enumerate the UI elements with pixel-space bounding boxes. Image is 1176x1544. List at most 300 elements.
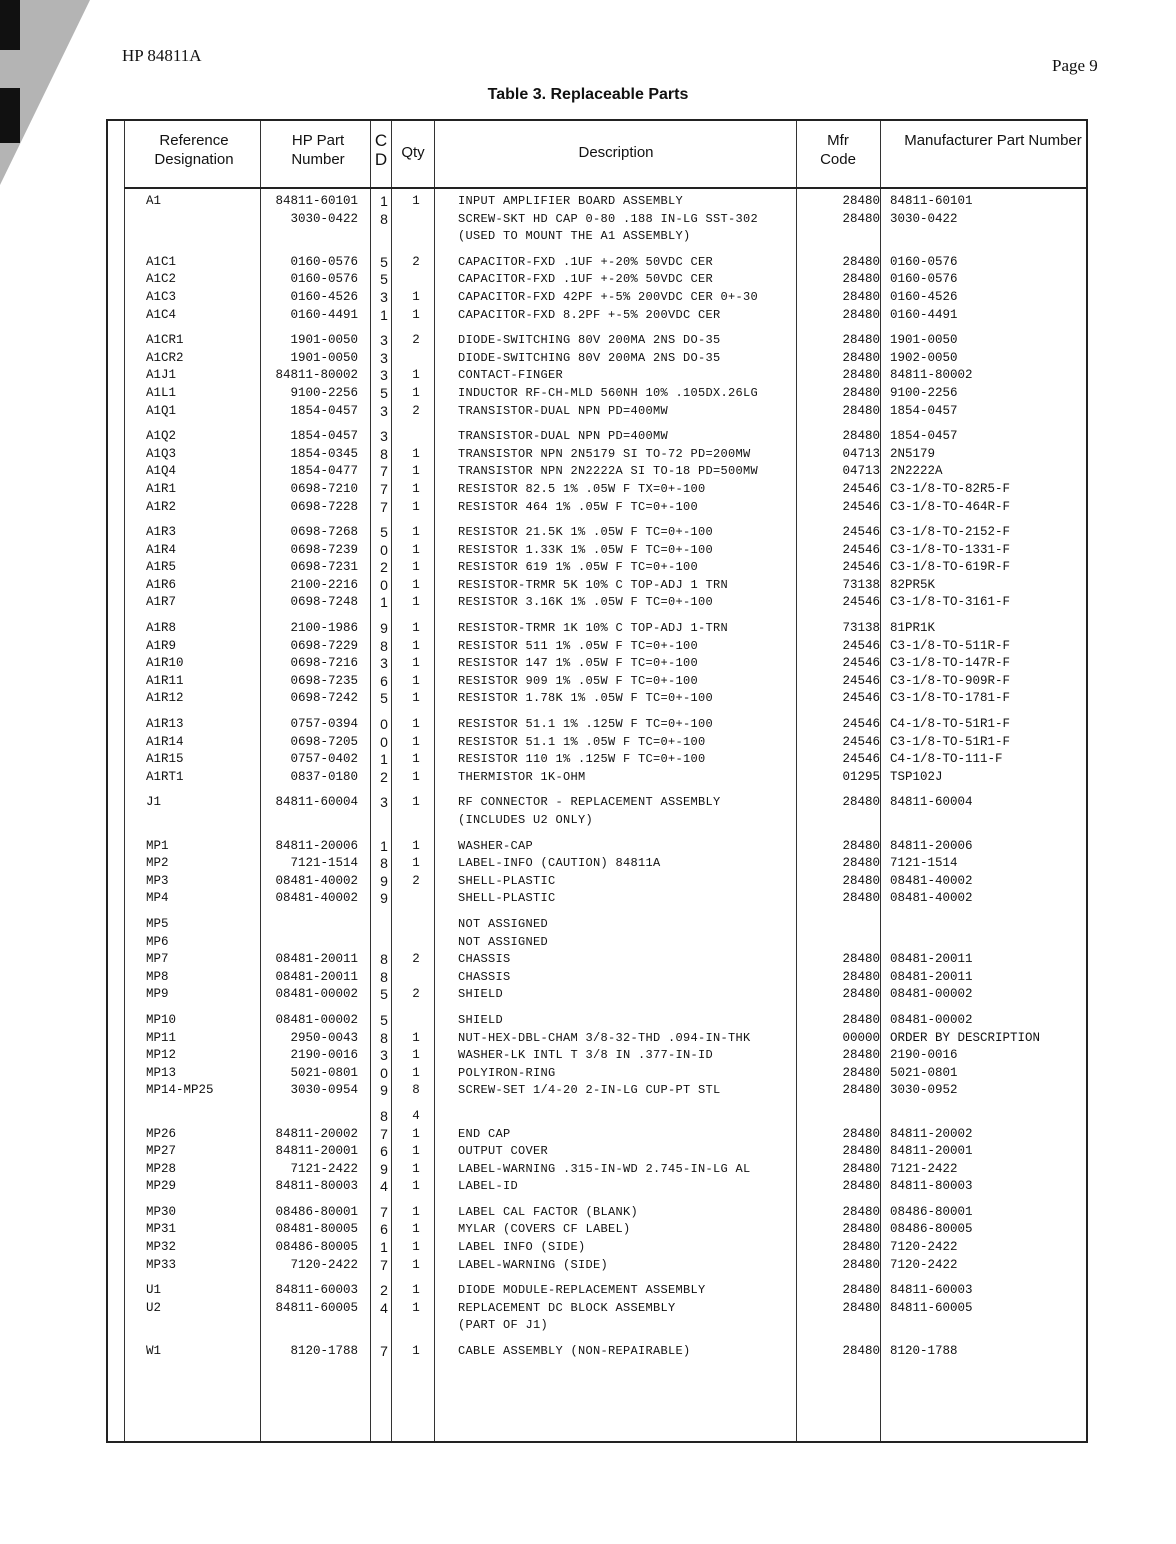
cell-reference: A1Q2 xyxy=(146,429,177,444)
table-row xyxy=(108,577,1086,595)
cell-description: WASHER-LK INTL T 3/8 IN .377-IN-ID xyxy=(458,1048,714,1063)
table-row xyxy=(108,769,1086,787)
table-row xyxy=(108,620,1086,638)
cell-manufacturer-part-number: 84811-20001 xyxy=(890,1144,973,1159)
cell-manufacturer-part-number: C3-1/8-TO-511R-F xyxy=(890,638,1011,653)
cell-description: REPLACEMENT DC BLOCK ASSEMBLY xyxy=(458,1300,676,1315)
table-row xyxy=(108,463,1086,481)
cell-manufacturer-part-number: 7121-1514 xyxy=(890,856,958,871)
cell-mfr-code: 24546 xyxy=(842,638,880,653)
cell-mfr-code: 04713 xyxy=(842,464,880,479)
cell-description: RESISTOR 51.1 1% .05W F TC=0+-100 xyxy=(458,734,706,749)
cell-check-digit: 8 xyxy=(380,445,388,462)
cell-mfr-code: 28480 xyxy=(842,333,880,348)
cell-description: DIODE MODULE-REPLACEMENT ASSEMBLY xyxy=(458,1283,706,1298)
cell-hp-part-number: 0757-0402 xyxy=(290,752,358,767)
cell-mfr-code: 24546 xyxy=(842,691,880,706)
cell-reference: A1J1 xyxy=(146,368,177,383)
header-description: Description xyxy=(578,144,654,161)
cell-hp-part-number: 1901-0050 xyxy=(290,333,358,348)
table-title: Table 3. Replaceable Parts xyxy=(487,86,689,103)
row-group xyxy=(108,1012,1086,1100)
cell-qty: 1 xyxy=(412,1204,420,1219)
cell-qty: 1 xyxy=(412,838,420,853)
cell-reference: A1RT1 xyxy=(146,769,184,784)
table-row xyxy=(108,873,1086,891)
cell-mfr-code: 28480 xyxy=(842,1012,880,1027)
cell-description: CAPACITOR-FXD 42PF +-5% 200VDC CER 0+-30 xyxy=(458,289,759,304)
cell-description: CHASSIS xyxy=(458,952,511,967)
table-row xyxy=(108,481,1086,499)
cell-reference: MP11 xyxy=(146,1030,177,1045)
table-row xyxy=(108,254,1086,272)
cell-hp-part-number: 1854-0457 xyxy=(290,403,358,418)
cell-mfr-code: 28480 xyxy=(842,987,880,1002)
cell-qty: 1 xyxy=(412,385,420,400)
cell-mfr-code: 28480 xyxy=(842,856,880,871)
cell-description: RESISTOR-TRMR 5K 10% C TOP-ADJ 1 TRN xyxy=(458,577,729,592)
cell-description: RF CONNECTOR - REPLACEMENT ASSEMBLY xyxy=(458,795,721,810)
cell-hp-part-number: 1854-0345 xyxy=(290,446,358,461)
table-row xyxy=(108,228,1086,246)
cell-hp-part-number: 08481-20011 xyxy=(275,952,358,967)
cell-check-digit: 6 xyxy=(380,1143,388,1160)
table-row xyxy=(108,332,1086,350)
cell-description: MYLAR (COVERS CF LABEL) xyxy=(458,1222,631,1237)
cell-manufacturer-part-number: 7121-2422 xyxy=(890,1161,958,1176)
cell-mfr-code: 28480 xyxy=(842,873,880,888)
table-row xyxy=(108,289,1086,307)
cell-mfr-code: 00000 xyxy=(842,1030,880,1045)
cell-qty: 1 xyxy=(412,595,420,610)
cell-qty: 1 xyxy=(412,464,420,479)
cell-qty: 1 xyxy=(412,1161,420,1176)
cell-mfr-code: 28480 xyxy=(842,952,880,967)
cell-description: POLYIRON-RING xyxy=(458,1065,556,1080)
cell-manufacturer-part-number: C3-1/8-TO-82R5-F xyxy=(890,481,1011,496)
table-row xyxy=(108,307,1086,325)
cell-mfr-code: 28480 xyxy=(842,1065,880,1080)
cell-check-digit: 0 xyxy=(380,1064,388,1081)
cell-check-digit: 3 xyxy=(380,288,388,305)
cell-description: RESISTOR 619 1% .05W F TC=0+-100 xyxy=(458,560,699,575)
cell-qty: 1 xyxy=(412,691,420,706)
cell-qty: 1 xyxy=(412,525,420,540)
cell-qty: 1 xyxy=(412,1257,420,1272)
cell-mfr-code: 73138 xyxy=(842,577,880,592)
table-row xyxy=(108,1221,1086,1239)
table-row xyxy=(108,751,1086,769)
cell-reference: MP2 xyxy=(146,856,169,871)
cell-qty: 1 xyxy=(412,795,420,810)
cell-check-digit: 3 xyxy=(380,1047,388,1064)
cell-description: SHIELD xyxy=(458,1012,504,1027)
table-row xyxy=(108,1239,1086,1257)
cell-check-digit: 2 xyxy=(380,1282,388,1299)
cell-hp-part-number: 08481-40002 xyxy=(275,891,358,906)
cell-description: SHELL-PLASTIC xyxy=(458,873,556,888)
table-row xyxy=(108,638,1086,656)
cell-mfr-code: 28480 xyxy=(842,891,880,906)
cell-manufacturer-part-number: 84811-20002 xyxy=(890,1126,973,1141)
cell-description: TRANSISTOR-DUAL NPN PD=400MW xyxy=(458,429,669,444)
cell-mfr-code: 28480 xyxy=(842,1126,880,1141)
cell-reference: A1R14 xyxy=(146,734,184,749)
cell-description: RESISTOR 82.5 1% .05W F TX=0+-100 xyxy=(458,481,706,496)
cell-description: RESISTOR 3.16K 1% .05W F TC=0+-100 xyxy=(458,595,714,610)
cell-check-digit: 8 xyxy=(380,968,388,985)
cell-hp-part-number: 0160-0576 xyxy=(290,272,358,287)
cell-manufacturer-part-number: 9100-2256 xyxy=(890,385,958,400)
header-mfr-code: Mfr Code xyxy=(820,132,856,168)
replaceable-parts-table xyxy=(106,119,1088,1443)
cell-check-digit: 1 xyxy=(380,751,388,768)
cell-reference: MP30 xyxy=(146,1204,177,1219)
cell-reference: A1R2 xyxy=(146,499,177,514)
header-qty: Qty xyxy=(401,144,425,161)
cell-manufacturer-part-number: C3-1/8-TO-2152-F xyxy=(890,525,1011,540)
cell-hp-part-number: 84811-60003 xyxy=(275,1283,358,1298)
cell-mfr-code: 28480 xyxy=(842,1204,880,1219)
cell-reference: A1R1 xyxy=(146,481,177,496)
cell-manufacturer-part-number: TSP102J xyxy=(890,769,943,784)
cell-hp-part-number: 84811-60005 xyxy=(275,1300,358,1315)
cell-qty: 1 xyxy=(412,1240,420,1255)
cell-check-digit: 3 xyxy=(380,367,388,384)
table-row xyxy=(108,734,1086,752)
cell-mfr-code: 28480 xyxy=(842,272,880,287)
cell-manufacturer-part-number: 1854-0457 xyxy=(890,403,958,418)
cell-manufacturer-part-number: 84811-60005 xyxy=(890,1300,973,1315)
cell-reference: MP4 xyxy=(146,891,169,906)
document-model-header: HP 84811A xyxy=(122,46,202,65)
cell-check-digit: 2 xyxy=(380,559,388,576)
cell-description: TRANSISTOR NPN 2N5179 SI TO-72 PD=200MW xyxy=(458,446,751,461)
cell-mfr-code: 24546 xyxy=(842,752,880,767)
cell-check-digit: 7 xyxy=(380,498,388,515)
cell-mfr-code: 28480 xyxy=(842,795,880,810)
cell-description: THERMISTOR 1K-OHM xyxy=(458,769,586,784)
cell-reference: MP33 xyxy=(146,1257,177,1272)
cell-qty: 1 xyxy=(412,752,420,767)
table-row xyxy=(108,385,1086,403)
cell-description: DIODE-SWITCHING 80V 200MA 2NS DO-35 xyxy=(458,333,721,348)
cell-mfr-code: 28480 xyxy=(842,1222,880,1237)
cell-reference: A1R10 xyxy=(146,656,184,671)
cell-check-digit: 8 xyxy=(380,1029,388,1046)
cell-mfr-code: 04713 xyxy=(842,446,880,461)
cell-manufacturer-part-number: 2N5179 xyxy=(890,446,936,461)
cell-qty: 1 xyxy=(412,1126,420,1141)
cell-reference: MP14-MP25 xyxy=(146,1083,214,1098)
cell-reference: MP27 xyxy=(146,1144,177,1159)
cell-check-digit: 3 xyxy=(380,794,388,811)
cell-manufacturer-part-number: C3-1/8-TO-1331-F xyxy=(890,542,1011,557)
cell-mfr-code: 28480 xyxy=(842,1144,880,1159)
table-row xyxy=(108,1204,1086,1222)
cell-hp-part-number: 08486-80001 xyxy=(275,1204,358,1219)
table-row xyxy=(108,1257,1086,1275)
cell-description: DIODE-SWITCHING 80V 200MA 2NS DO-35 xyxy=(458,350,721,365)
row-group xyxy=(108,1204,1086,1274)
cell-qty: 1 xyxy=(412,194,420,208)
cell-qty: 1 xyxy=(412,481,420,496)
cell-reference: A1Q4 xyxy=(146,464,177,479)
cell-hp-part-number: 08481-00002 xyxy=(275,987,358,1002)
cell-description: SCREW-SET 1/4-20 2-IN-LG CUP-PT STL xyxy=(458,1083,721,1098)
cell-description: RESISTOR 51.1 1% .125W F TC=0+-100 xyxy=(458,717,714,732)
cell-check-digit: 5 xyxy=(380,524,388,541)
cell-manufacturer-part-number: 84811-80003 xyxy=(890,1179,973,1194)
cell-manufacturer-part-number: 08481-40002 xyxy=(890,891,973,906)
cell-manufacturer-part-number: 7120-2422 xyxy=(890,1240,958,1255)
cell-check-digit: 5 xyxy=(380,1011,388,1028)
cell-reference: A1Q3 xyxy=(146,446,177,461)
cell-manufacturer-part-number: 08481-00002 xyxy=(890,987,973,1002)
cell-manufacturer-part-number: 8120-1788 xyxy=(890,1344,958,1359)
cell-description: CAPACITOR-FXD 8.2PF +-5% 200VDC CER xyxy=(458,307,721,322)
cell-description: NOT ASSIGNED xyxy=(458,934,549,949)
header-hp-part-number: HP Part Number xyxy=(291,132,345,168)
cell-hp-part-number: 84811-60004 xyxy=(275,795,358,810)
cell-reference: MP13 xyxy=(146,1065,177,1080)
table-row xyxy=(108,1012,1086,1030)
cell-mfr-code: 24546 xyxy=(842,499,880,514)
cell-description: END CAP xyxy=(458,1126,511,1141)
row-group xyxy=(108,1282,1086,1335)
cell-manufacturer-part-number: C3-1/8-TO-619R-F xyxy=(890,560,1011,575)
cell-check-digit: 8 xyxy=(380,210,388,227)
cell-hp-part-number: 2950-0043 xyxy=(290,1030,358,1045)
cell-check-digit: 7 xyxy=(380,1125,388,1142)
cell-description: TRANSISTOR-DUAL NPN PD=400MW xyxy=(458,403,669,418)
cell-manufacturer-part-number: 3030-0422 xyxy=(890,211,958,226)
table-row xyxy=(108,1082,1086,1100)
cell-manufacturer-part-number: 84811-60003 xyxy=(890,1283,973,1298)
cell-check-digit: 8 xyxy=(380,637,388,654)
table-row xyxy=(108,1282,1086,1300)
cell-qty: 1 xyxy=(412,638,420,653)
cell-hp-part-number: 0698-7228 xyxy=(290,499,358,514)
table-row xyxy=(108,1108,1086,1126)
cell-reference: MP31 xyxy=(146,1222,177,1237)
cell-check-digit: 9 xyxy=(380,890,388,907)
row-group xyxy=(108,620,1086,708)
cell-manufacturer-part-number: 08481-40002 xyxy=(890,873,973,888)
table-row xyxy=(108,193,1086,211)
cell-description: CABLE ASSEMBLY (NON-REPAIRABLE) xyxy=(458,1344,691,1359)
cell-description: RESISTOR 147 1% .05W F TC=0+-100 xyxy=(458,656,699,671)
cell-description: LABEL-WARNING (SIDE) xyxy=(458,1257,609,1272)
cell-description: RESISTOR 110 1% .125W F TC=0+-100 xyxy=(458,752,706,767)
cell-mfr-code: 28480 xyxy=(842,1161,880,1176)
cell-manufacturer-part-number: 2190-0016 xyxy=(890,1048,958,1063)
cell-qty: 1 xyxy=(412,368,420,383)
row-group xyxy=(108,716,1086,786)
cell-description: LABEL-ID xyxy=(458,1179,519,1194)
cell-check-digit: 0 xyxy=(380,576,388,593)
cell-check-digit: 0 xyxy=(380,716,388,733)
cell-hp-part-number: 84811-80002 xyxy=(275,368,358,383)
table-row xyxy=(108,1343,1086,1361)
cell-hp-part-number: 0698-7205 xyxy=(290,734,358,749)
cell-manufacturer-part-number: C3-1/8-TO-51R1-F xyxy=(890,734,1011,749)
cell-check-digit: 9 xyxy=(380,1160,388,1177)
cell-manufacturer-part-number: 08486-80005 xyxy=(890,1222,973,1237)
cell-reference: MP26 xyxy=(146,1126,177,1141)
cell-hp-part-number: 0757-0394 xyxy=(290,717,358,732)
cell-check-digit: 5 xyxy=(380,384,388,401)
cell-hp-part-number: 84811-20001 xyxy=(275,1144,358,1159)
cell-mfr-code: 24546 xyxy=(842,734,880,749)
cell-mfr-code: 28480 xyxy=(842,969,880,984)
row-group xyxy=(108,838,1086,908)
cell-reference: MP7 xyxy=(146,952,169,967)
cell-qty: 1 xyxy=(412,1144,420,1159)
header-divider xyxy=(124,187,1086,189)
cell-manufacturer-part-number: 3030-0952 xyxy=(890,1083,958,1098)
row-group xyxy=(108,794,1086,829)
table-row xyxy=(108,934,1086,952)
cell-mfr-code: 28480 xyxy=(842,1344,880,1359)
cell-description: INPUT AMPLIFIER BOARD ASSEMBLY xyxy=(458,194,684,208)
cell-mfr-code: 28480 xyxy=(842,429,880,444)
cell-mfr-code: 73138 xyxy=(842,621,880,636)
cell-mfr-code: 01295 xyxy=(842,769,880,784)
cell-description: (USED TO MOUNT THE A1 ASSEMBLY) xyxy=(458,229,691,244)
table-row xyxy=(108,986,1086,1004)
table-row xyxy=(108,499,1086,517)
cell-hp-part-number: 0160-0576 xyxy=(290,254,358,269)
cell-description: INDUCTOR RF-CH-MLD 560NH 10% .105DX.26LG xyxy=(458,385,759,400)
cell-check-digit: 0 xyxy=(380,733,388,750)
table-row xyxy=(108,594,1086,612)
table-row xyxy=(108,855,1086,873)
table-row xyxy=(108,350,1086,368)
cell-mfr-code: 28480 xyxy=(842,211,880,226)
cell-description: OUTPUT COVER xyxy=(458,1144,549,1159)
cell-manufacturer-part-number: 0160-0576 xyxy=(890,254,958,269)
cell-qty: 1 xyxy=(412,1048,420,1063)
cell-mfr-code: 28480 xyxy=(842,1300,880,1315)
cell-manufacturer-part-number: 08481-20011 xyxy=(890,969,973,984)
cell-reference: A1R9 xyxy=(146,638,177,653)
table-row xyxy=(108,1126,1086,1144)
cell-manufacturer-part-number: C4-1/8-TO-111-F xyxy=(890,752,1003,767)
cell-mfr-code: 24546 xyxy=(842,595,880,610)
cell-mfr-code: 28480 xyxy=(842,1283,880,1298)
cell-qty: 4 xyxy=(412,1108,420,1123)
row-group xyxy=(108,332,1086,420)
cell-qty: 1 xyxy=(412,1065,420,1080)
row-group xyxy=(108,916,1086,1004)
table-row xyxy=(108,812,1086,830)
cell-hp-part-number: 0698-7231 xyxy=(290,560,358,575)
table-row xyxy=(108,1161,1086,1179)
table-row xyxy=(108,916,1086,934)
row-group xyxy=(108,1108,1086,1196)
cell-manufacturer-part-number: C3-1/8-TO-147R-F xyxy=(890,656,1011,671)
cell-manufacturer-part-number: C3-1/8-TO-909R-F xyxy=(890,673,1011,688)
cell-reference: MP3 xyxy=(146,873,169,888)
cell-reference: A1R4 xyxy=(146,542,177,557)
cell-mfr-code: 24546 xyxy=(842,717,880,732)
cell-reference: MP8 xyxy=(146,969,169,984)
cell-hp-part-number: 9100-2256 xyxy=(290,385,358,400)
cell-reference: A1CR1 xyxy=(146,333,184,348)
cell-check-digit: 9 xyxy=(380,620,388,637)
cell-manufacturer-part-number: ORDER BY DESCRIPTION xyxy=(890,1030,1041,1045)
cell-reference: W1 xyxy=(146,1344,162,1359)
cell-reference: A1R13 xyxy=(146,717,184,732)
cell-check-digit: 9 xyxy=(380,872,388,889)
cell-mfr-code: 24546 xyxy=(842,481,880,496)
table-row xyxy=(108,951,1086,969)
cell-hp-part-number: 84811-20002 xyxy=(275,1126,358,1141)
cell-reference: A1L1 xyxy=(146,385,177,400)
cell-description: LABEL CAL FACTOR (BLANK) xyxy=(458,1204,639,1219)
cell-mfr-code: 24546 xyxy=(842,656,880,671)
cell-reference: A1R11 xyxy=(146,673,184,688)
cell-description: RESISTOR 21.5K 1% .05W F TC=0+-100 xyxy=(458,525,714,540)
cell-check-digit: 4 xyxy=(380,1178,388,1195)
cell-description: LABEL-WARNING .315-IN-WD 2.745-IN-LG AL xyxy=(458,1161,751,1176)
cell-manufacturer-part-number: 5021-0801 xyxy=(890,1065,958,1080)
cell-reference: MP1 xyxy=(146,838,169,853)
page-number: Page 9 xyxy=(1052,56,1098,75)
cell-reference: A1C3 xyxy=(146,289,177,304)
cell-hp-part-number: 84811-80003 xyxy=(275,1179,358,1194)
cell-reference: U2 xyxy=(146,1300,162,1315)
cell-check-digit: 1 xyxy=(380,837,388,854)
table-row xyxy=(108,542,1086,560)
cell-hp-part-number: 1854-0477 xyxy=(290,464,358,479)
table-row xyxy=(108,1317,1086,1335)
cell-manufacturer-part-number: 84811-60004 xyxy=(890,795,973,810)
cell-description: TRANSISTOR NPN 2N2222A SI TO-18 PD=500MW xyxy=(458,464,759,479)
cell-reference: A1R8 xyxy=(146,621,177,636)
cell-reference: MP9 xyxy=(146,987,169,1002)
cell-qty: 2 xyxy=(412,952,420,967)
cell-qty: 1 xyxy=(412,769,420,784)
cell-mfr-code: 24546 xyxy=(842,560,880,575)
cell-check-digit: 3 xyxy=(380,349,388,366)
cell-manufacturer-part-number: 84811-60101 xyxy=(890,194,973,208)
cell-check-digit: 8 xyxy=(380,951,388,968)
cell-qty: 2 xyxy=(412,333,420,348)
cell-description: RESISTOR-TRMR 1K 10% C TOP-ADJ 1-TRN xyxy=(458,621,729,636)
cell-hp-part-number: 0698-7242 xyxy=(290,691,358,706)
table-row xyxy=(108,969,1086,987)
cell-description: RESISTOR 464 1% .05W F TC=0+-100 xyxy=(458,499,699,514)
table-row xyxy=(108,690,1086,708)
cell-hp-part-number: 08481-40002 xyxy=(275,873,358,888)
cell-reference: MP29 xyxy=(146,1179,177,1194)
cell-mfr-code: 28480 xyxy=(842,289,880,304)
cell-qty: 1 xyxy=(412,1222,420,1237)
table-row xyxy=(108,1300,1086,1318)
cell-qty: 1 xyxy=(412,856,420,871)
cell-manufacturer-part-number: C3-1/8-TO-3161-F xyxy=(890,595,1011,610)
cell-manufacturer-part-number: 82PR5K xyxy=(890,577,936,592)
table-row xyxy=(108,890,1086,908)
cell-mfr-code: 28480 xyxy=(842,403,880,418)
cell-check-digit: 7 xyxy=(380,1343,388,1360)
cell-manufacturer-part-number: 1902-0050 xyxy=(890,350,958,365)
cell-description: NUT-HEX-DBL-CHAM 3/8-32-THD .094-IN-THK xyxy=(458,1030,751,1045)
table-row xyxy=(108,838,1086,856)
cell-qty: 1 xyxy=(412,1030,420,1045)
